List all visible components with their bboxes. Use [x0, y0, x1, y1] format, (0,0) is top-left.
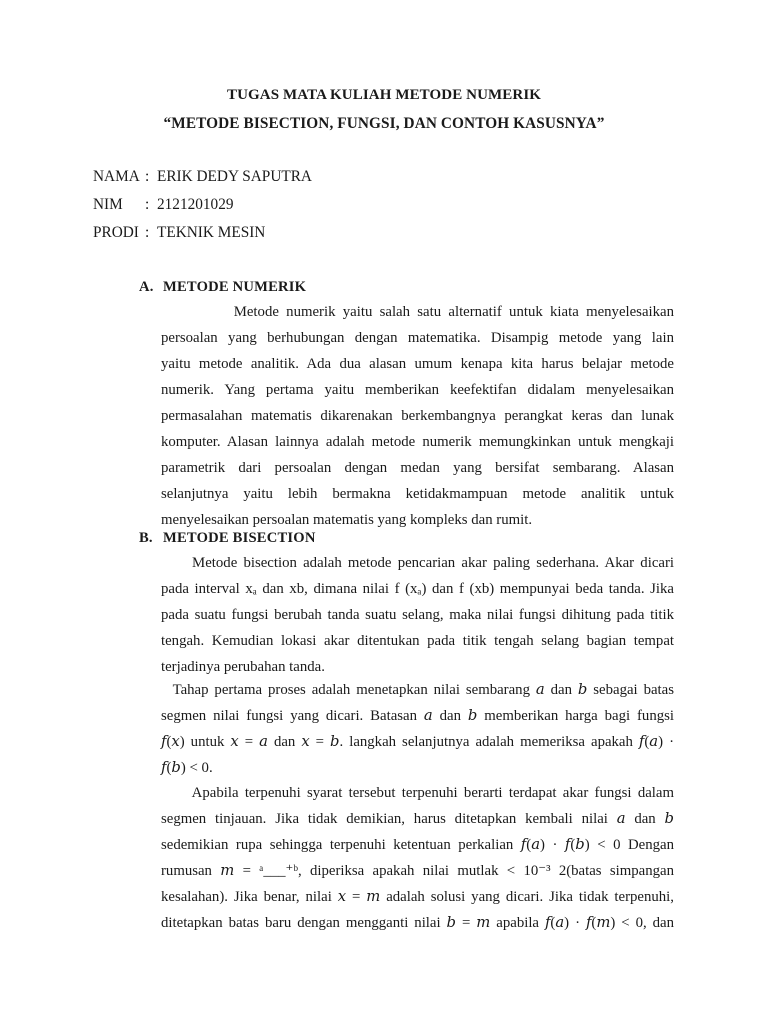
paragraph-line: permasalahan matematis dikarenakan berkembangnya perangkat keras dan lunak: [161, 408, 674, 424]
paragraph-line: sedemikian rupa sehingga terpenuhi ketentuan perkalian 𝑓(𝑎) · 𝑓(𝑏) < 0 Dengan: [161, 837, 674, 853]
paragraph-line: pada suatu fungsi berubah tanda suatu selang, maka nilai fungsi dihitung pada titik: [161, 607, 674, 623]
info-separator: :: [145, 168, 150, 185]
info-separator: :: [145, 196, 150, 213]
section-b-heading: [139, 530, 316, 547]
paragraph-line: Metode numerik yaitu salah satu alternatif untuk kiata menyelesaikan: [161, 304, 674, 320]
section-b-paragraph-1: [161, 550, 674, 680]
paragraph-line: kesalahan). Jika benar, nilai 𝑥 = 𝑚 adalah solusi yang dicari. Jika tidak terpenuhi,: [161, 889, 674, 905]
paragraph-line: tengah. Kemudian lokasi akar ditentukan pada titik tengah selang bagian tempat: [161, 633, 674, 649]
paragraph-line: segmen tinjauan. Jika tidak demikian, harus ditetapkan kembali nilai 𝑎 dan 𝑏: [161, 811, 674, 827]
paragraph-line: numerik. Yang pertama yaitu memberikan keefektifan didalam menyelesaikan: [161, 382, 674, 398]
document-title: TUGAS MATA KULIAH METODE NUMERIK: [226, 87, 542, 103]
paragraph-line: selanjutnya yaitu lebih bermakna ketidakmampuan metode analitik untuk: [161, 486, 674, 502]
paragraph-line: segmen nilai fungsi yang dicari. Batasan 𝑎 dan 𝑏 memberikan harga bagi fungsi: [161, 708, 674, 724]
paragraph-line: komputer. Alasan lainnya adalah metode numerik memungkinkan untuk mengkaji: [161, 434, 674, 450]
section-title: METODE NUMERIK: [163, 279, 307, 295]
paragraph-line: pada interval xₐ dan xb, dimana nilai f (xₐ) dan f (xb) mempunyai beda tanda. Jika: [161, 581, 674, 597]
section-b-paragraph-2: [161, 677, 674, 781]
info-value: TEKNIK MESIN: [157, 224, 266, 241]
info-value: ERIK DEDY SAPUTRA: [157, 168, 312, 185]
section-marker: A.: [139, 279, 154, 295]
section-a-heading: [139, 279, 306, 296]
section-b-paragraph-3: [161, 780, 674, 936]
info-row-nim: [93, 196, 233, 214]
paragraph-line: persoalan yang berhubungan dengan matematika. Disampig metode yang lain: [161, 330, 674, 346]
info-label: PRODI: [93, 224, 139, 241]
section-title: METODE BISECTION: [163, 530, 316, 546]
section-marker: B.: [139, 530, 153, 546]
paragraph-line: 𝑓(𝑏) < 0.: [161, 760, 213, 776]
info-separator: :: [145, 224, 150, 241]
paragraph-line: Metode bisection adalah metode pencarian akar paling sederhana. Akar dicari: [161, 555, 674, 571]
info-value: 2121201029: [157, 196, 234, 213]
document-subtitle: “METODE BISECTION, FUNGSI, DAN CONTOH KASUSNYA”: [163, 115, 605, 132]
info-row-nama: [93, 168, 312, 186]
section-a-paragraph: [161, 299, 674, 533]
paragraph-line: ditetapkan batas baru dengan mengganti nilai 𝑏 = 𝑚 apabila 𝑓(𝑎) · 𝑓(𝑚) < 0, dan: [161, 915, 674, 931]
paragraph-line: Tahap pertama proses adalah menetapkan nilai sembarang 𝑎 dan 𝑏 sebagai batas: [161, 682, 674, 698]
info-label: NAMA: [93, 168, 140, 185]
paragraph-line: 𝑓(𝑥) untuk 𝑥 = 𝑎 dan 𝑥 = 𝑏. langkah selanjutnya adalah memeriksa apakah 𝑓(𝑎) ·: [161, 734, 674, 750]
paragraph-line: rumusan 𝑚 = ᵃ___⁺ᵇ, diperiksa apakah nilai mutlak < 10⁻³ 2(batas simpangan: [161, 863, 674, 879]
paragraph-line: yaitu metode analitik. Ada dua alasan umum kenapa kita harus belajar metode: [161, 356, 674, 372]
paragraph-line: Apabila terpenuhi syarat tersebut terpenuhi berarti terdapat akar fungsi dalam: [161, 785, 674, 801]
paragraph-line: menyelesaikan persoalan matematis yang kompleks dan rumit.: [161, 512, 533, 528]
paragraph-line: parametrik dari persoalan dengan medan yang bersifat sembarang. Alasan: [161, 460, 674, 476]
paragraph-line: terjadinya perubahan tanda.: [161, 659, 325, 675]
info-label: NIM: [93, 196, 123, 213]
info-row-prodi: [93, 224, 265, 242]
